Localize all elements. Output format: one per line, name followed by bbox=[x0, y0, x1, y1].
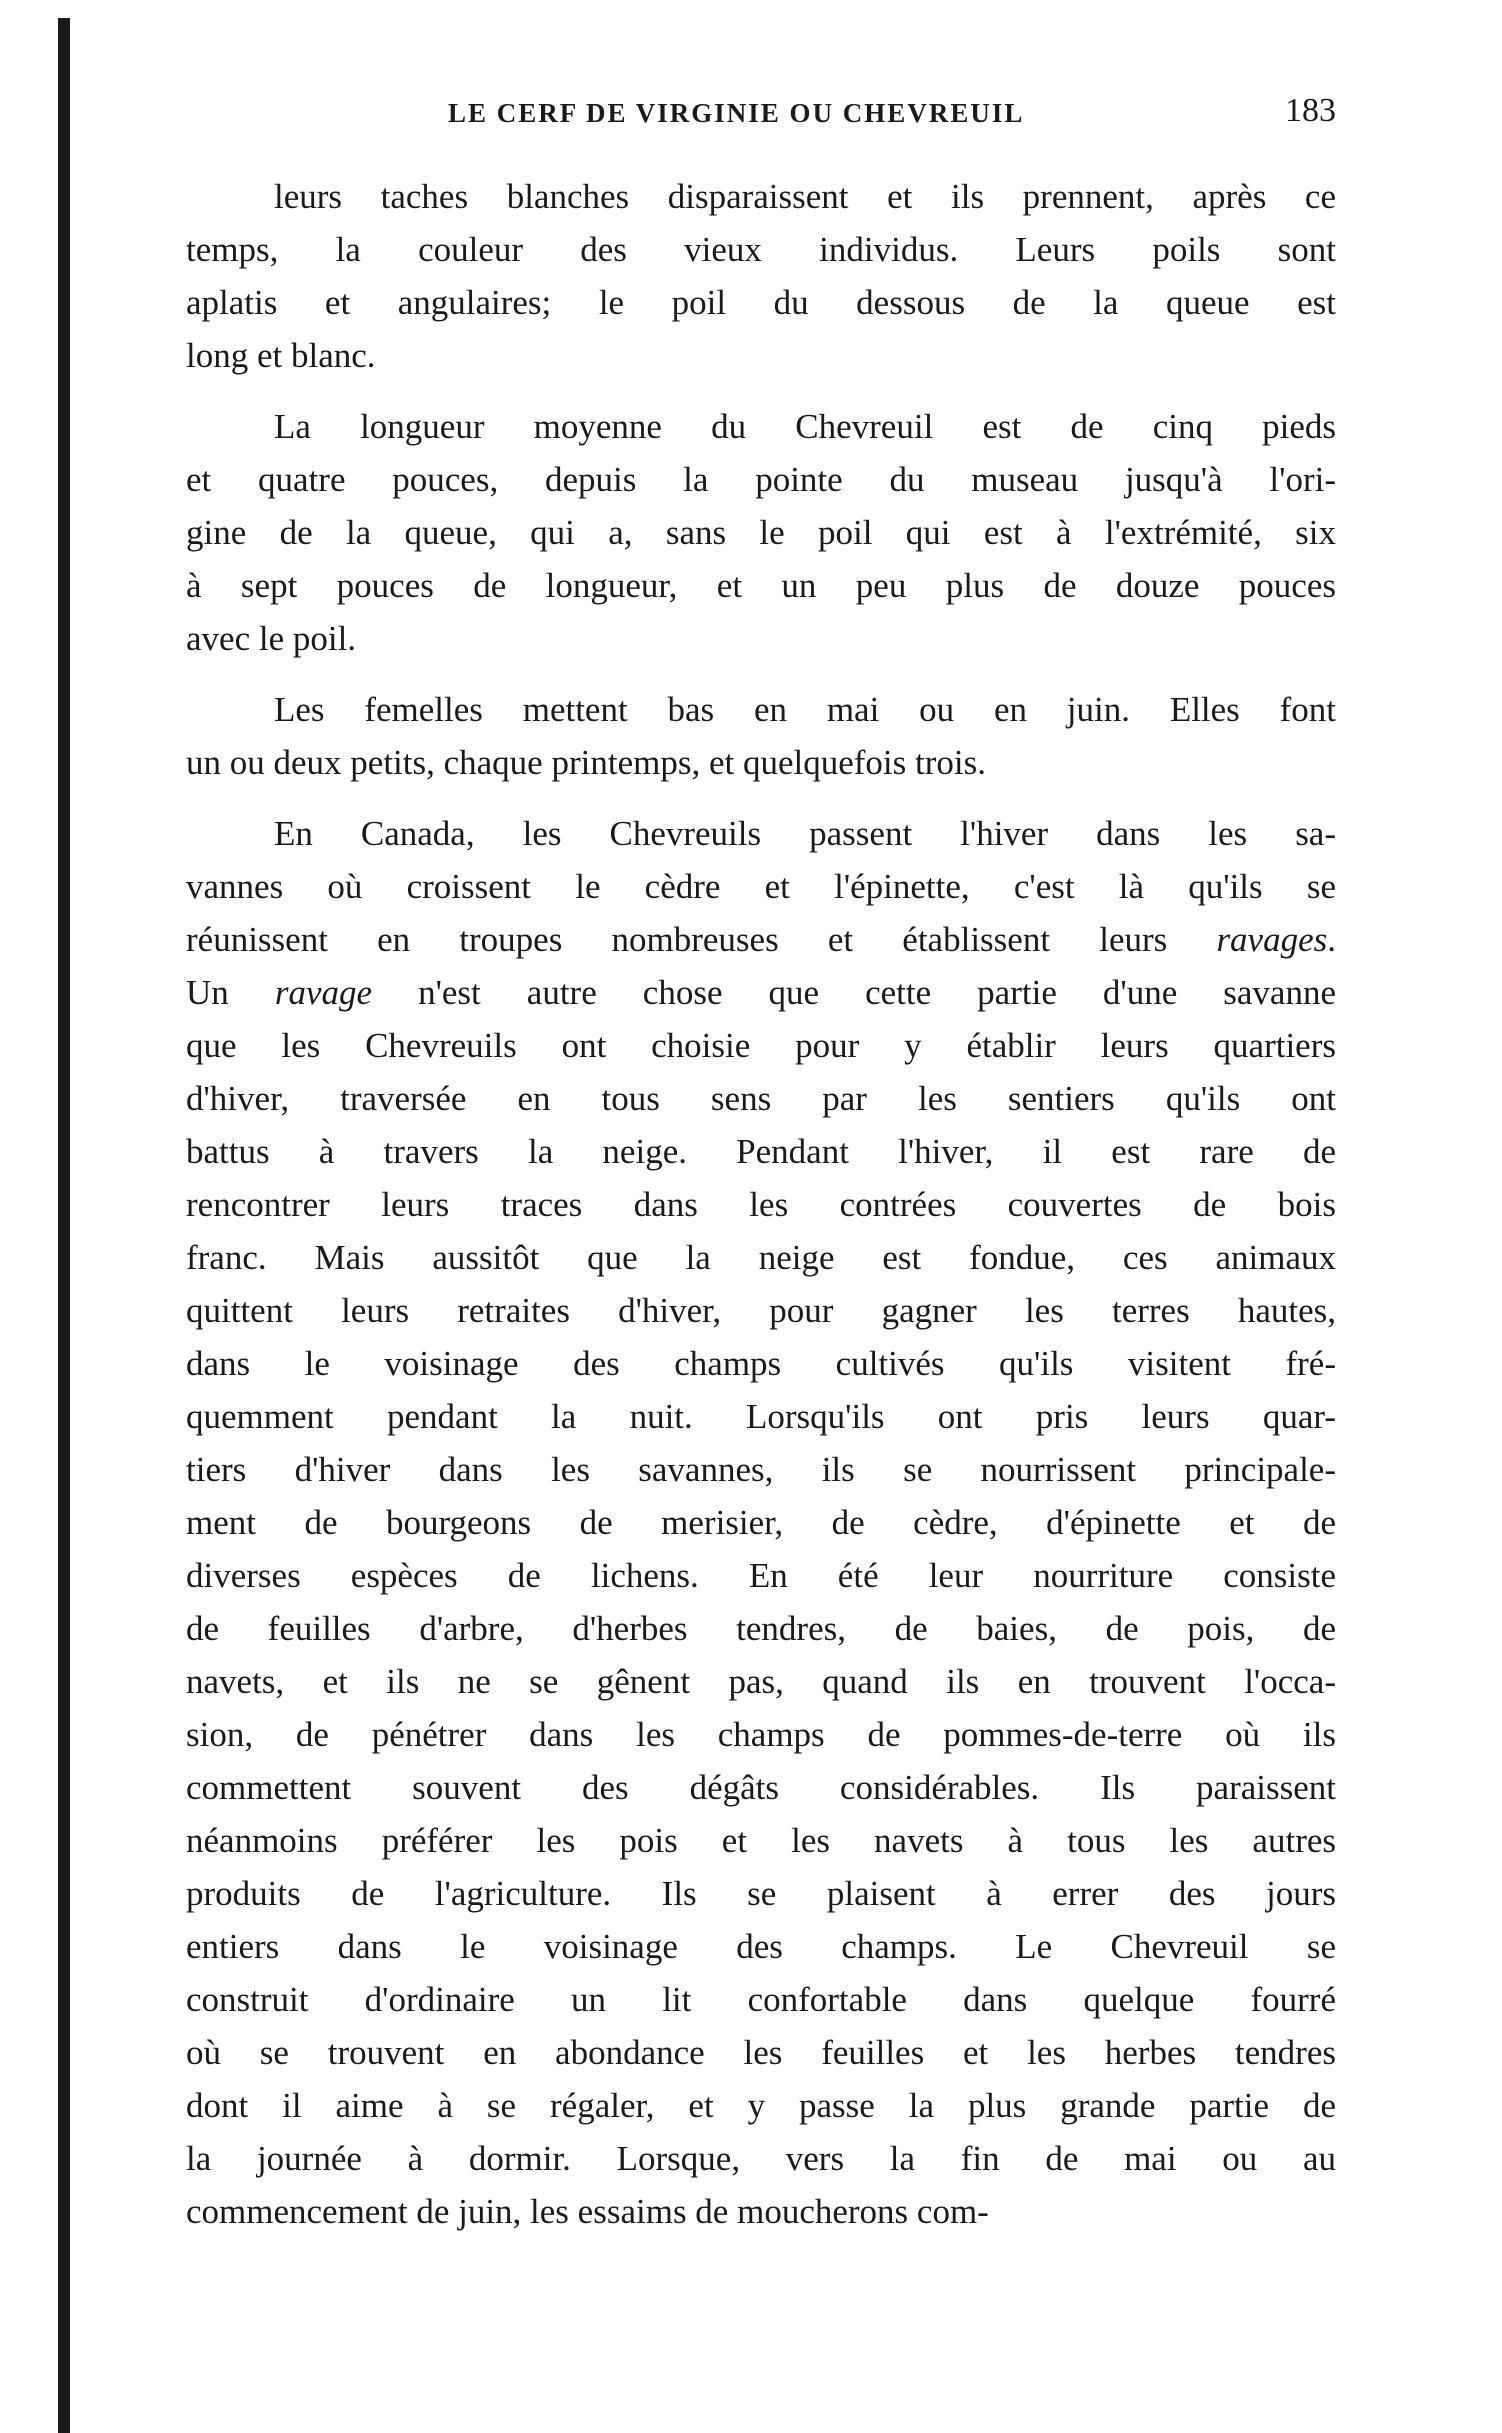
text-line: entiers dans le voisinage des champs. Le Chevreuil se bbox=[186, 1927, 1336, 1966]
text-line: rencontrer leurs traces dans les contrées couvertes de bois bbox=[186, 1185, 1336, 1224]
text-line: tiers d'hiver dans les savannes, ils se nourrissent principale- bbox=[186, 1450, 1336, 1489]
text-line: de feuilles d'arbre, d'herbes tendres, de baies, de pois, de bbox=[186, 1609, 1336, 1648]
text-line: La longueur moyenne du Chevreuil est de cinq pieds bbox=[274, 407, 1336, 446]
page-number: 183 bbox=[1285, 92, 1336, 129]
text-line: commettent souvent des dégâts considérables. Ils paraissent bbox=[186, 1768, 1336, 1807]
text-line: néanmoins préférer les pois et les navets à tous les autres bbox=[186, 1821, 1336, 1860]
text-line: réunissent en troupes nombreuses et établissent leurs ravages. bbox=[186, 920, 1336, 959]
body-text bbox=[186, 170, 1336, 2256]
text-line: sion, de pénétrer dans les champs de pommes-de-terre où ils bbox=[186, 1715, 1336, 1754]
text-line: construit d'ordinaire un lit confortable dans quelque fourré bbox=[186, 1980, 1336, 2019]
text-line: quittent leurs retraites d'hiver, pour gagner les terres hautes, bbox=[186, 1291, 1336, 1330]
text-line: long et blanc. bbox=[186, 336, 376, 375]
text-line: diverses espèces de lichens. En été leur nourriture consiste bbox=[186, 1556, 1336, 1595]
text-line: dans le voisinage des champs cultivés qu'ils visitent fré- bbox=[186, 1344, 1336, 1383]
text-line: produits de l'agriculture. Ils se plaisent à errer des jours bbox=[186, 1874, 1336, 1913]
paragraph bbox=[186, 807, 1336, 2238]
text-line: vannes où croissent le cèdre et l'épinette, c'est là qu'ils se bbox=[186, 867, 1336, 906]
text-line: et quatre pouces, depuis la pointe du museau jusqu'à l'ori- bbox=[186, 460, 1336, 499]
text-line: quemment pendant la nuit. Lorsqu'ils ont pris leurs quar- bbox=[186, 1397, 1336, 1436]
text-line: gine de la queue, qui a, sans le poil qui est à l'extrémité, six bbox=[186, 513, 1336, 552]
text-line: Les femelles mettent bas en mai ou en juin. Elles font bbox=[274, 690, 1336, 729]
text-line: à sept pouces de longueur, et un peu plus de douze pouces bbox=[186, 566, 1336, 605]
text-line: commencement de juin, les essaims de moucherons com- bbox=[186, 2192, 989, 2231]
text-line: d'hiver, traversée en tous sens par les sentiers qu'ils ont bbox=[186, 1079, 1336, 1118]
running-title: LE CERF DE VIRGINIE OU CHEVREUIL bbox=[448, 98, 1025, 128]
page-binding-edge bbox=[58, 18, 70, 2433]
text-line: En Canada, les Chevreuils passent l'hiver dans les sa- bbox=[274, 814, 1336, 853]
text-line: dont il aime à se régaler, et y passe la plus grande partie de bbox=[186, 2086, 1336, 2125]
text-line: franc. Mais aussitôt que la neige est fondue, ces animaux bbox=[186, 1238, 1336, 1277]
text-line: avec le poil. bbox=[186, 619, 357, 658]
text-line: ment de bourgeons de merisier, de cèdre, d'épinette et de bbox=[186, 1503, 1336, 1542]
text-line: aplatis et angulaires; le poil du dessous de la queue est bbox=[186, 283, 1336, 322]
text-line: battus à travers la neige. Pendant l'hiver, il est rare de bbox=[186, 1132, 1336, 1171]
paragraph bbox=[186, 170, 1336, 382]
text-line: un ou deux petits, chaque printemps, et quelquefois trois. bbox=[186, 743, 986, 782]
paragraph bbox=[186, 400, 1336, 665]
book-page bbox=[186, 0, 1336, 2433]
text-line: la journée à dormir. Lorsque, vers la fin de mai ou au bbox=[186, 2139, 1336, 2178]
text-line: Un ravage n'est autre chose que cette partie d'une savanne bbox=[186, 973, 1337, 1012]
paragraph bbox=[186, 683, 1336, 789]
text-line: que les Chevreuils ont choisie pour y établir leurs quartiers bbox=[186, 1026, 1336, 1065]
running-header bbox=[186, 92, 1336, 138]
text-line: navets, et ils ne se gênent pas, quand ils en trouvent l'occa- bbox=[186, 1662, 1336, 1701]
text-line: leurs taches blanches disparaissent et ils prennent, après ce bbox=[274, 177, 1336, 216]
text-line: temps, la couleur des vieux individus. Leurs poils sont bbox=[186, 230, 1336, 269]
text-line: où se trouvent en abondance les feuilles et les herbes tendres bbox=[186, 2033, 1336, 2072]
